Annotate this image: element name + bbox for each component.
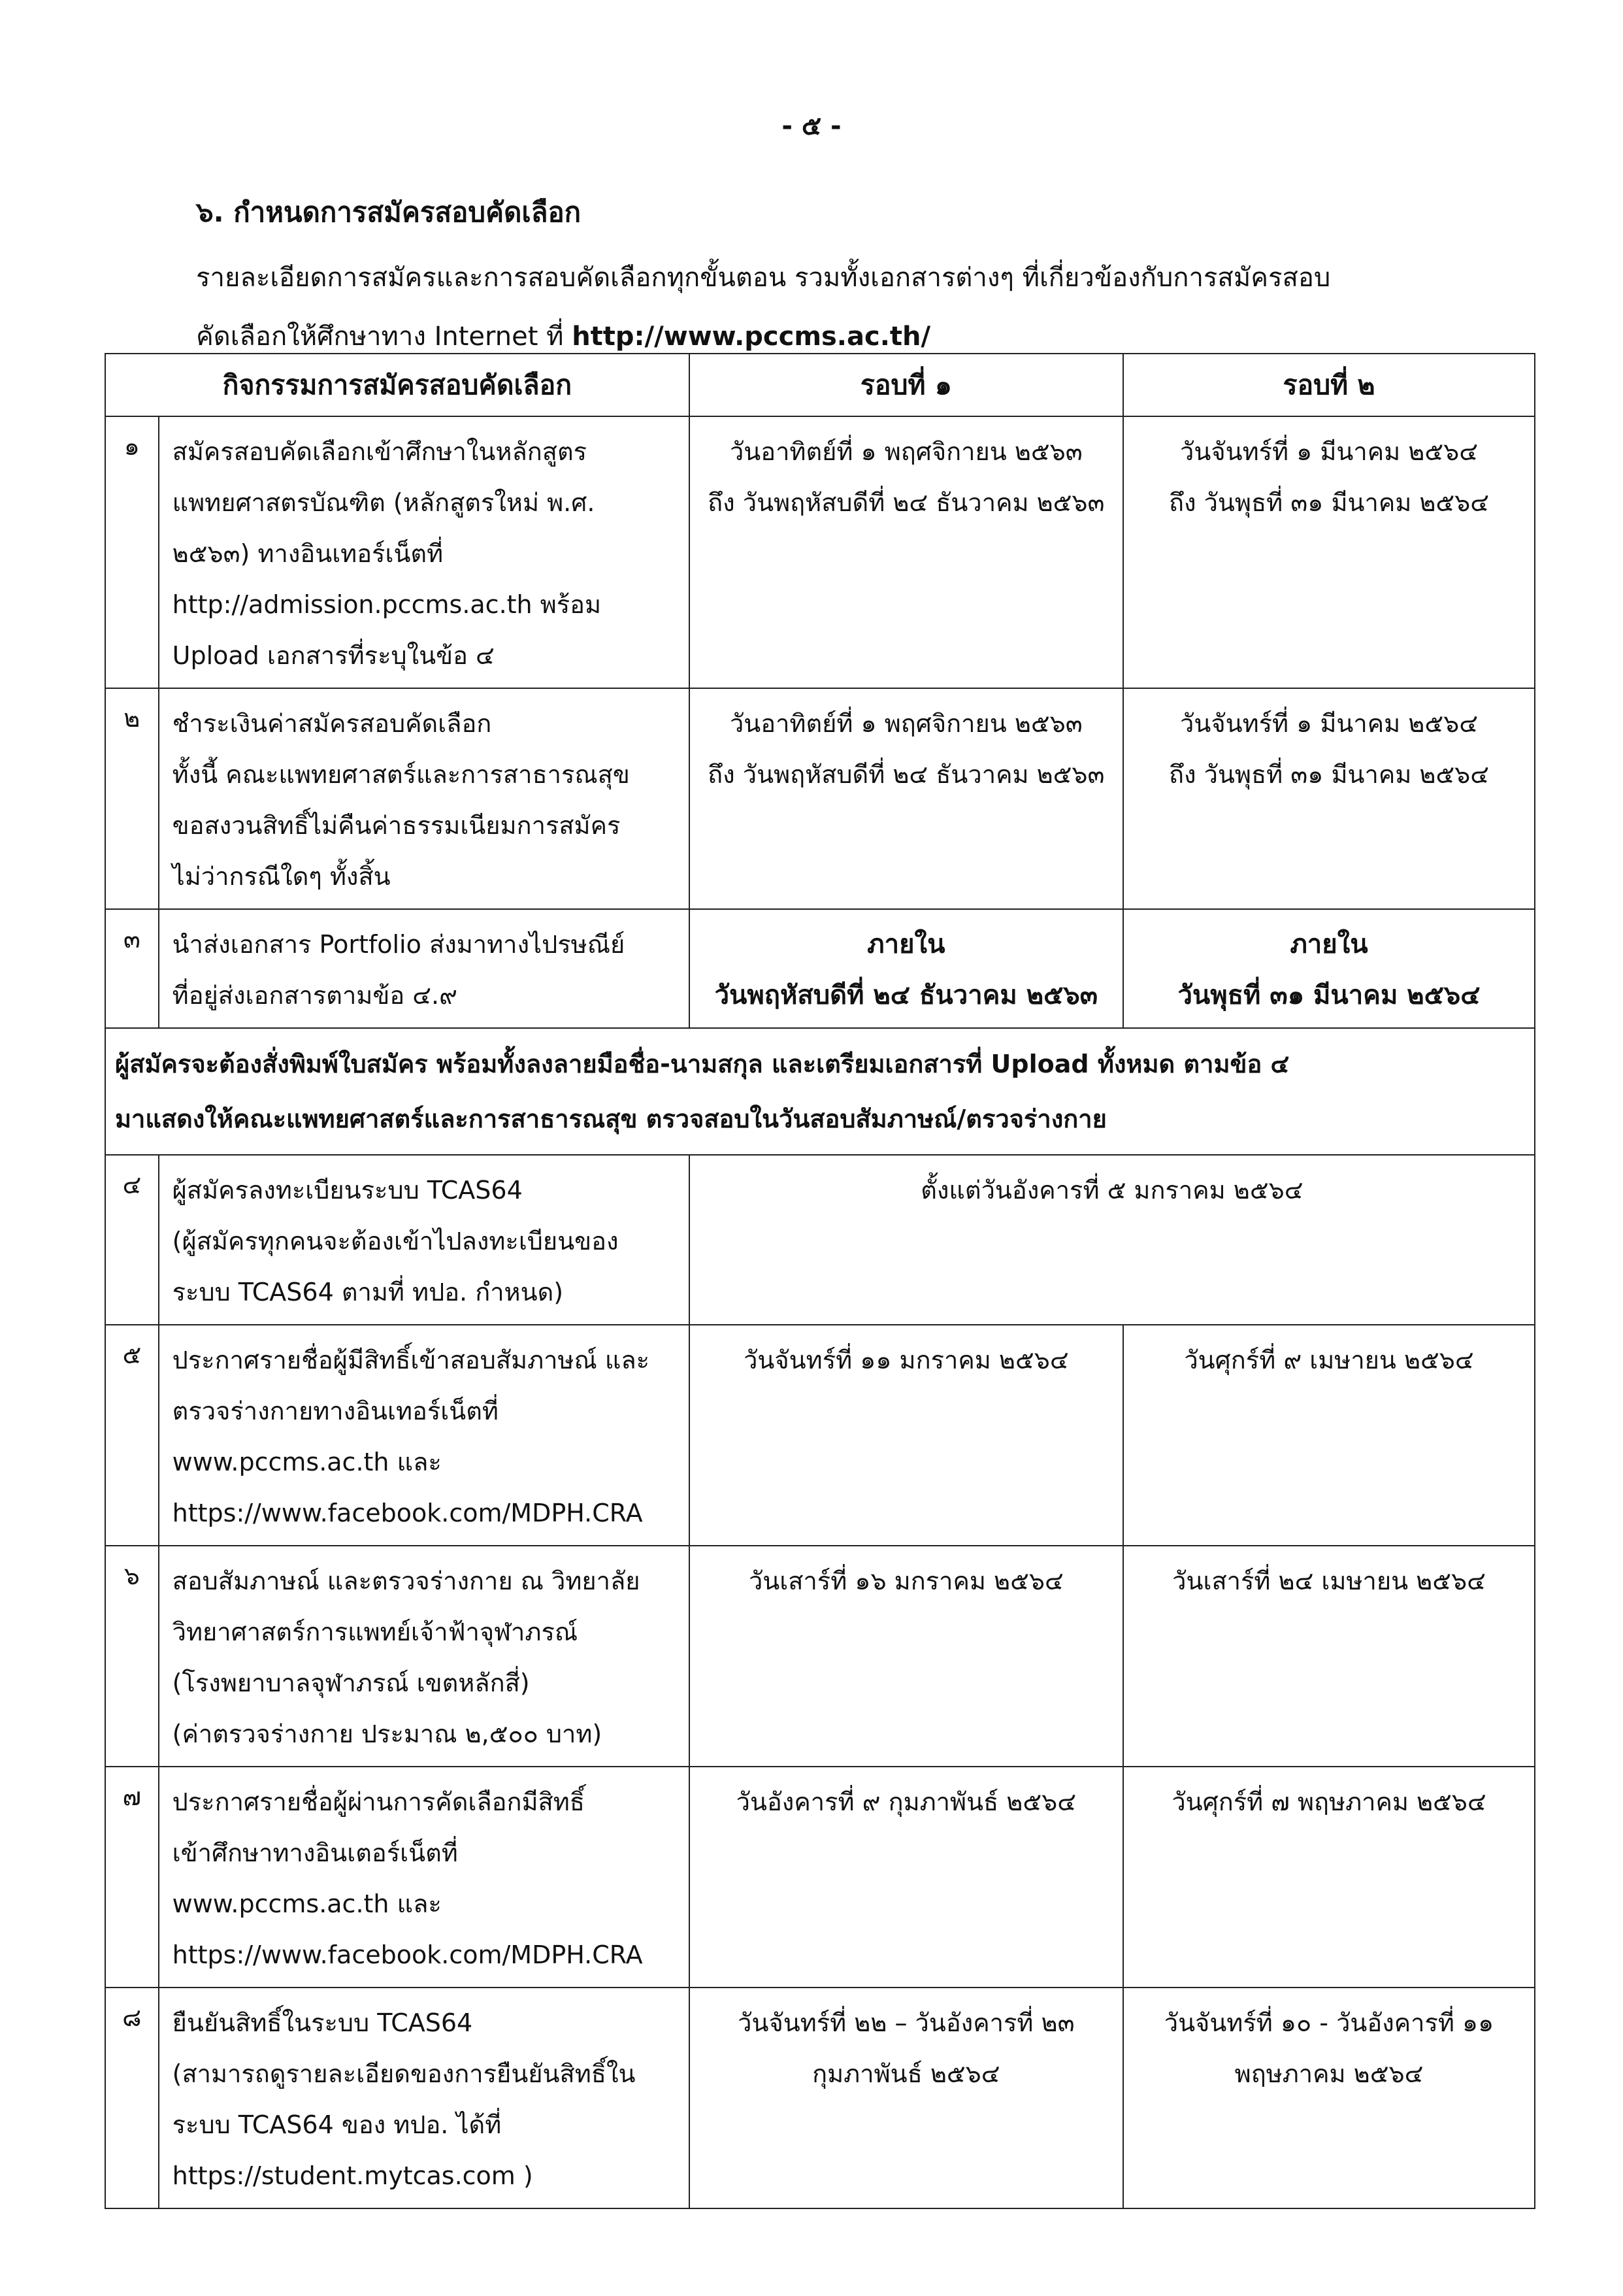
activity-line: (ผู้สมัครทุกคนจะต้องเข้าไปลงทะเบียนของ	[172, 1227, 619, 1256]
activity-cell	[159, 1988, 689, 2208]
row-number: ๓	[105, 909, 159, 1028]
date-line: วันอาทิตย์ที่ ๑ พฤศจิกายน ๒๕๖๓	[729, 437, 1083, 466]
note-line: ผู้สมัครจะต้องสั่งพิมพ์ใบสมัคร พร้อมทั้งลงลายมือชื่อ-นามสกุล และเตรียมเอกสารที่ Upload ทั้งหมด ตามข้อ ๔	[115, 1050, 1290, 1078]
round-1-date	[689, 1546, 1123, 1767]
registration-date	[689, 1155, 1535, 1325]
activity-line: สมัครสอบคัดเลือกเข้าศึกษาในหลักสูตร	[172, 437, 587, 466]
header-round-1: รอบที่ ๑	[689, 354, 1123, 416]
table-row	[105, 1988, 1535, 2208]
table-row	[105, 688, 1535, 909]
date-line: วันจันทร์ที่ ๑ มีนาคม ๒๕๖๔	[1180, 709, 1478, 738]
row-number: ๒	[105, 688, 159, 909]
activity-cell	[159, 1767, 689, 1988]
activity-line: ชำระเงินค่าสมัครสอบคัดเลือก	[172, 709, 492, 738]
activity-line: Upload เอกสารที่ระบุในข้อ ๔	[172, 641, 495, 670]
round-1-date	[689, 1767, 1123, 1988]
activity-line: ๒๕๖๓) ทางอินเทอร์เน็ตที่	[172, 539, 444, 568]
date-line: วันพฤหัสบดีที่ ๒๔ ธันวาคม ๒๕๖๓	[714, 980, 1098, 1010]
date-line: วันศุกร์ที่ ๙ เมษายน ๒๕๖๔	[1184, 1346, 1474, 1374]
date-line: ตั้งแต่วันอังคารที่ ๕ มกราคม ๒๕๖๔	[921, 1176, 1303, 1205]
table-row	[105, 1767, 1535, 1988]
activity-cell	[159, 1155, 689, 1325]
intro-paragraph	[196, 248, 1477, 366]
activity-line: นำส่งเอกสาร Portfolio ส่งมาทางไปรษณีย์	[172, 930, 625, 959]
row-number: ๗	[105, 1767, 159, 1988]
row-number: ๔	[105, 1155, 159, 1325]
activity-line: ขอสงวนสิทธิ์ไม่คืนค่าธรรมเนียมการสมัคร	[172, 811, 621, 840]
table-row	[105, 1546, 1535, 1767]
header-round-2: รอบที่ ๒	[1123, 354, 1535, 416]
activity-line: เข้าศึกษาทางอินเตอร์เน็ตที่	[172, 1838, 458, 1867]
date-line: วันจันทร์ที่ ๑๐ - วันอังคารที่ ๑๑	[1164, 2008, 1494, 2037]
activity-line: ประกาศรายชื่อผู้มีสิทธิ์เข้าสอบสัมภาษณ์ และ	[172, 1346, 650, 1374]
round-2-date	[1123, 1546, 1535, 1767]
note-line: มาแสดงให้คณะแพทยศาสตร์และการสาธารณสุข ตรวจสอบในวันสอบสัมภาษณ์/ตรวจร่างกาย	[115, 1105, 1107, 1133]
activity-link[interactable]: https://www.facebook.com/MDPH.CRA	[172, 1499, 643, 1527]
date-line: ถึง วันพฤหัสบดีที่ ๒๔ ธันวาคม ๒๕๖๓	[708, 488, 1105, 517]
activity-line: แพทยศาสตรบัณฑิต (หลักสูตรใหม่ พ.ศ.	[172, 488, 595, 517]
intro-line-1: รายละเอียดการสมัครและการสอบคัดเลือกทุกขั้นตอน รวมทั้งเอกสารต่างๆ ที่เกี่ยวข้องกับการสมัครสอบ	[196, 263, 1331, 293]
schedule-table	[105, 353, 1535, 2209]
activity-line: ไม่ว่ากรณีใดๆ ทั้งสิ้น	[172, 862, 391, 891]
date-line: ถึง วันพฤหัสบดีที่ ๒๔ ธันวาคม ๒๕๖๓	[708, 760, 1105, 789]
table-header-row	[105, 354, 1535, 416]
round-1-date	[689, 688, 1123, 909]
activity-line: (ค่าตรวจร่างกาย ประมาณ ๒,๕๐๐ บาท)	[172, 1720, 602, 1748]
date-line: วันอังคารที่ ๙ กุมภาพันธ์ ๒๕๖๔	[736, 1788, 1077, 1816]
date-line: ถึง วันพุธที่ ๓๑ มีนาคม ๒๕๖๔	[1168, 488, 1490, 517]
activity-line: ระบบ TCAS64 ของ ทปอ. ได้ที่	[172, 2110, 502, 2139]
date-line: ภายใน	[1290, 929, 1368, 959]
activity-link[interactable]: https://student.mytcas.com )	[172, 2161, 533, 2190]
date-line: กุมภาพันธ์ ๒๕๖๔	[812, 2059, 1000, 2088]
activity-line: ที่อยู่ส่งเอกสารตามข้อ ๔.๙	[172, 981, 457, 1010]
activity-line: ทั้งนี้ คณะแพทยศาสตร์และการสาธารณสุข	[172, 760, 630, 789]
activity-line: ประกาศรายชื่อผู้ผ่านการคัดเลือกมีสิทธิ์	[172, 1788, 585, 1816]
page-number: - ๕ -	[781, 111, 842, 141]
activity-line: (สามารถดูรายละเอียดของการยืนยันสิทธิ์ใน	[172, 2059, 636, 2088]
website-link[interactable]: http://www.pccms.ac.th/	[572, 322, 931, 352]
round-1-date	[689, 416, 1123, 688]
activity-line: สอบสัมภาษณ์ และตรวจร่างกาย ณ วิทยาลัย	[172, 1567, 640, 1595]
activity-cell	[159, 688, 689, 909]
date-line: วันจันทร์ที่ ๒๒ – วันอังคารที่ ๒๓	[738, 2008, 1075, 2037]
date-line: วันเสาร์ที่ ๒๔ เมษายน ๒๕๖๔	[1172, 1567, 1486, 1595]
activity-cell	[159, 909, 689, 1028]
table-row	[105, 416, 1535, 688]
activity-link[interactable]: https://www.facebook.com/MDPH.CRA	[172, 1940, 643, 1969]
activity-line: วิทยาศาสตร์การแพทย์เจ้าฟ้าจุฬาภรณ์	[172, 1618, 578, 1646]
note-cell	[105, 1028, 1535, 1155]
table-row	[105, 909, 1535, 1028]
table-row	[105, 1155, 1535, 1325]
table-row	[105, 1325, 1535, 1546]
date-line: วันจันทร์ที่ ๑ มีนาคม ๒๕๖๔	[1180, 437, 1478, 466]
round-1-date	[689, 1988, 1123, 2208]
activity-line: ผู้สมัครลงทะเบียนระบบ TCAS64	[172, 1176, 523, 1205]
date-line: วันพุธที่ ๓๑ มีนาคม ๒๕๖๔	[1177, 980, 1481, 1010]
date-line: วันศุกร์ที่ ๗ พฤษภาคม ๒๕๖๔	[1172, 1788, 1486, 1816]
date-line: ภายใน	[867, 929, 945, 959]
round-1-date	[689, 909, 1123, 1028]
round-2-date	[1123, 1988, 1535, 2208]
activity-link[interactable]: www.pccms.ac.th และ	[172, 1448, 442, 1476]
activity-cell	[159, 1546, 689, 1767]
row-number: ๖	[105, 1546, 159, 1767]
row-number: ๕	[105, 1325, 159, 1546]
activity-line: ตรวจร่างกายทางอินเทอร์เน็ตที่	[172, 1397, 499, 1425]
round-1-date	[689, 1325, 1123, 1546]
activity-link[interactable]: www.pccms.ac.th และ	[172, 1889, 442, 1918]
date-line: วันอาทิตย์ที่ ๑ พฤศจิกายน ๒๕๖๓	[729, 709, 1083, 738]
activity-line: ระบบ TCAS64 ตามที่ ทปอ. กำหนด)	[172, 1278, 564, 1306]
row-number: ๑	[105, 416, 159, 688]
section-heading: ๖. กำหนดการสมัครสอบคัดเลือก	[196, 196, 582, 228]
activity-cell	[159, 416, 689, 688]
round-2-date	[1123, 909, 1535, 1028]
activity-link[interactable]: http://admission.pccms.ac.th พร้อม	[172, 590, 602, 619]
date-line: ถึง วันพุธที่ ๓๑ มีนาคม ๒๕๖๔	[1168, 760, 1490, 789]
activity-line: ยืนยันสิทธิ์ในระบบ TCAS64	[172, 2008, 473, 2037]
row-number: ๘	[105, 1988, 159, 2208]
round-2-date	[1123, 1767, 1535, 1988]
intro-line-2-text: คัดเลือกให้ศึกษาทาง Internet ที่	[196, 322, 572, 352]
round-2-date	[1123, 688, 1535, 909]
date-line: วันจันทร์ที่ ๑๑ มกราคม ๒๕๖๔	[744, 1346, 1069, 1374]
date-line: พฤษภาคม ๒๕๖๔	[1234, 2059, 1424, 2088]
date-line: วันเสาร์ที่ ๑๖ มกราคม ๒๕๖๔	[748, 1567, 1064, 1595]
header-activity: กิจกรรมการสมัครสอบคัดเลือก	[105, 354, 689, 416]
note-row	[105, 1028, 1535, 1155]
activity-cell	[159, 1325, 689, 1546]
round-2-date	[1123, 416, 1535, 688]
activity-line: (โรงพยาบาลจุฬาภรณ์ เขตหลักสี่)	[172, 1669, 530, 1697]
round-2-date	[1123, 1325, 1535, 1546]
